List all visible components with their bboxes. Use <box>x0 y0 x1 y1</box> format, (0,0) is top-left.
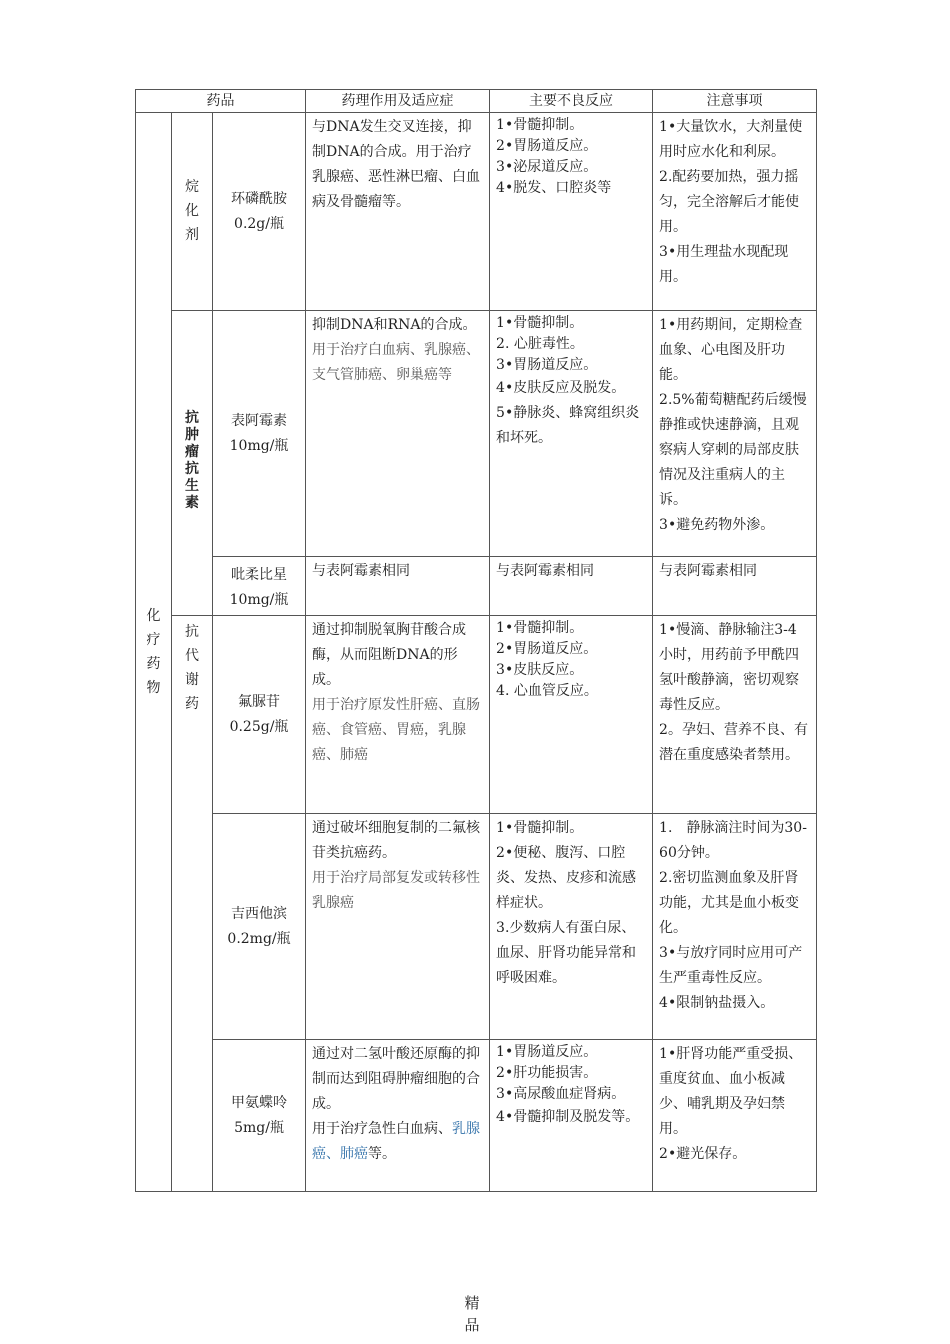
note-item: 1•大量饮水，大剂量使用时应水化和利尿。 <box>659 119 803 160</box>
adverse-cell <box>490 113 653 311</box>
adverse-item: 2. 心脏毒性。 <box>496 336 584 352</box>
note-item: 1. 静脉滴注时间为30-60分钟。 <box>659 820 807 861</box>
note-item: 2.5%葡萄糖配药后缓慢静推或快速静滴，且观察病人穿刺的局部皮肤情况及注重病人的主诉。 <box>659 392 807 508</box>
notes-cell <box>653 557 817 616</box>
drug-dose: 0.2g/瓶 <box>234 215 284 232</box>
adverse-item: 2•胃肠道反应。 <box>496 138 598 154</box>
adverse-cell <box>490 814 653 1040</box>
drug-dose: 5mg/瓶 <box>234 1119 284 1136</box>
note-item: 4•限制钠盐摄入。 <box>659 995 775 1011</box>
indication-text: 用于治疗局部复发或转移性乳腺癌 <box>312 870 481 911</box>
note-item: 1•用药期间，定期检查血象、心电图及肝功能。 <box>659 317 803 383</box>
drug-name: 甲氨蝶呤 <box>231 1094 288 1111</box>
adverse-item: 1•胃肠道反应。 <box>496 1044 598 1060</box>
drug-cell <box>213 616 306 814</box>
adverse-item: 4. 心血管反应。 <box>496 683 598 699</box>
note-item: 与表阿霉素相同 <box>659 563 758 579</box>
table-row <box>136 113 817 311</box>
adverse-cell <box>490 616 653 814</box>
group-label-antibiotic: 抗肿瘤抗生素 <box>185 410 199 511</box>
drug-table <box>135 89 817 1192</box>
adverse-cell <box>490 1040 653 1192</box>
indication-tail: 等。 <box>368 1146 397 1162</box>
indication-text: 用于治疗原发性肝癌、直肠癌、食管癌、胃癌，乳腺癌、肺癌 <box>312 697 481 763</box>
table-row <box>136 814 817 1040</box>
adverse-item: 3.少数病人有蛋白尿、血尿、肝肾功能异常和呼吸困难。 <box>496 920 637 986</box>
drug-cell <box>213 814 306 1040</box>
header-drug: 药品 <box>136 90 306 113</box>
drug-name: 吉西他滨 <box>231 905 288 922</box>
table-row <box>136 311 817 557</box>
table-header-row <box>136 90 817 113</box>
action-text: 抑制DNA和RNA的合成。 <box>312 317 477 333</box>
action-cell <box>306 557 490 616</box>
group-label-antimetabolite: 抗代谢药 <box>185 624 199 712</box>
note-item: 2•避光保存。 <box>659 1146 747 1162</box>
drug-cell <box>213 311 306 557</box>
drug-cell <box>213 1040 306 1192</box>
note-item: 1•慢滴、静脉输注3-4小时，用药前予甲酰四氢叶酸静滴，密切观察毒性反应。 <box>659 622 800 713</box>
drug-dose: 0.25g/瓶 <box>229 718 289 735</box>
table-row <box>136 616 817 814</box>
note-item: 3•避免药物外渗。 <box>659 517 775 533</box>
notes-cell <box>653 616 817 814</box>
adverse-item: 4•脱发、口腔炎等 <box>496 180 612 196</box>
adverse-item: 3•皮肤反应。 <box>496 662 584 678</box>
action-cell <box>306 616 490 814</box>
notes-cell <box>653 814 817 1040</box>
indication-text <box>312 1117 483 1167</box>
action-text: 通过破坏细胞复制的二氟核苷类抗癌药。 <box>312 820 481 861</box>
adverse-item: 1•骨髓抑制。 <box>496 620 584 636</box>
action-text: 与DNA发生交叉连接，抑制DNA的合成。用于治疗乳腺癌、恶性淋巴瘤、白血病及骨髓瘤等。 <box>312 119 481 210</box>
notes-cell <box>653 113 817 311</box>
indication-link[interactable]: 乳腺癌、肺癌 <box>312 1121 481 1162</box>
action-text: 通过抑制脱氧胸苷酸合成酶，从而阻断DNA的形成。 <box>312 622 467 688</box>
adverse-cell <box>490 557 653 616</box>
category-cell <box>136 113 172 1192</box>
note-item: 1•肝肾功能严重受损、重度贫血、血小板减少、哺乳期及孕妇禁用。 <box>659 1046 803 1137</box>
adverse-item: 4•骨髓抑制及脱发等。 <box>496 1109 640 1125</box>
note-item: 3•用生理盐水现配现用。 <box>659 244 789 285</box>
header-adverse: 主要不良反应 <box>490 90 653 113</box>
adverse-cell <box>490 311 653 557</box>
drug-name: 环磷酰胺 <box>231 190 288 207</box>
indication-text: 用于治疗白血病、乳腺癌、支气管肺癌、卵巢癌等 <box>312 342 481 383</box>
drug-name: 氟脲苷 <box>238 693 281 710</box>
action-text: 通过对二氢叶酸还原酶的抑制而达到阻碍肿瘤细胞的合成。 <box>312 1046 481 1112</box>
adverse-item: 2•便秘、腹泻、口腔炎、发热、皮疹和流感样症状。 <box>496 845 637 911</box>
table-row <box>136 1040 817 1192</box>
header-pharmacology: 药理作用及适应症 <box>306 90 490 113</box>
drug-dose: 10mg/瓶 <box>229 437 289 454</box>
action-cell <box>306 311 490 557</box>
note-item: 2.配药要加热，强力摇匀，完全溶解后才能使用。 <box>659 169 800 235</box>
adverse-item: 3•高尿酸血症肾病。 <box>496 1086 626 1102</box>
adverse-item: 3•胃肠道反应。 <box>496 357 598 373</box>
drug-cell <box>213 557 306 616</box>
drug-cell <box>213 113 306 311</box>
note-item: 2。孕妇、营养不良、有潜在重度感染者禁用。 <box>659 722 808 763</box>
group-cell-alkylating <box>172 113 213 311</box>
drug-name: 表阿霉素 <box>231 412 288 429</box>
adverse-item: 1•骨髓抑制。 <box>496 820 584 836</box>
drug-dose: 0.2mg/瓶 <box>227 930 291 947</box>
action-cell <box>306 113 490 311</box>
drug-name: 吡柔比星 <box>231 567 288 583</box>
notes-cell <box>653 311 817 557</box>
category-label: 化疗药物 <box>146 607 161 696</box>
action-text: 与表阿霉素相同 <box>312 563 411 579</box>
adverse-item: 2•肝功能损害。 <box>496 1065 598 1081</box>
action-cell <box>306 814 490 1040</box>
note-item: 2.密切监测血象及肝肾功能，尤其是血小板变化。 <box>659 870 800 936</box>
adverse-item: 4•皮肤反应及脱发。 <box>496 380 626 396</box>
group-cell-antibiotic <box>172 311 213 616</box>
group-label-alkylating: 烷化剂 <box>185 179 199 243</box>
indication-lead: 用于治疗急性白血病、 <box>312 1121 453 1137</box>
adverse-item: 2•胃肠道反应。 <box>496 641 598 657</box>
drug-dose: 10mg/瓶 <box>229 592 289 608</box>
table-row <box>136 557 817 616</box>
footer-mark: 精品 <box>464 1294 480 1334</box>
notes-cell <box>653 1040 817 1192</box>
header-notes: 注意事项 <box>653 90 817 113</box>
adverse-item: 3•泌尿道反应。 <box>496 159 598 175</box>
action-cell <box>306 1040 490 1192</box>
adverse-item: 1•骨髓抑制。 <box>496 315 584 331</box>
adverse-item: 5•静脉炎、蜂窝组织炎和坏死。 <box>496 405 640 446</box>
adverse-item: 1•骨髓抑制。 <box>496 117 584 133</box>
group-cell-antimetabolite <box>172 616 213 1192</box>
adverse-item: 与表阿霉素相同 <box>496 563 595 579</box>
note-item: 3•与放疗同时应用可产生严重毒性反应。 <box>659 945 803 986</box>
